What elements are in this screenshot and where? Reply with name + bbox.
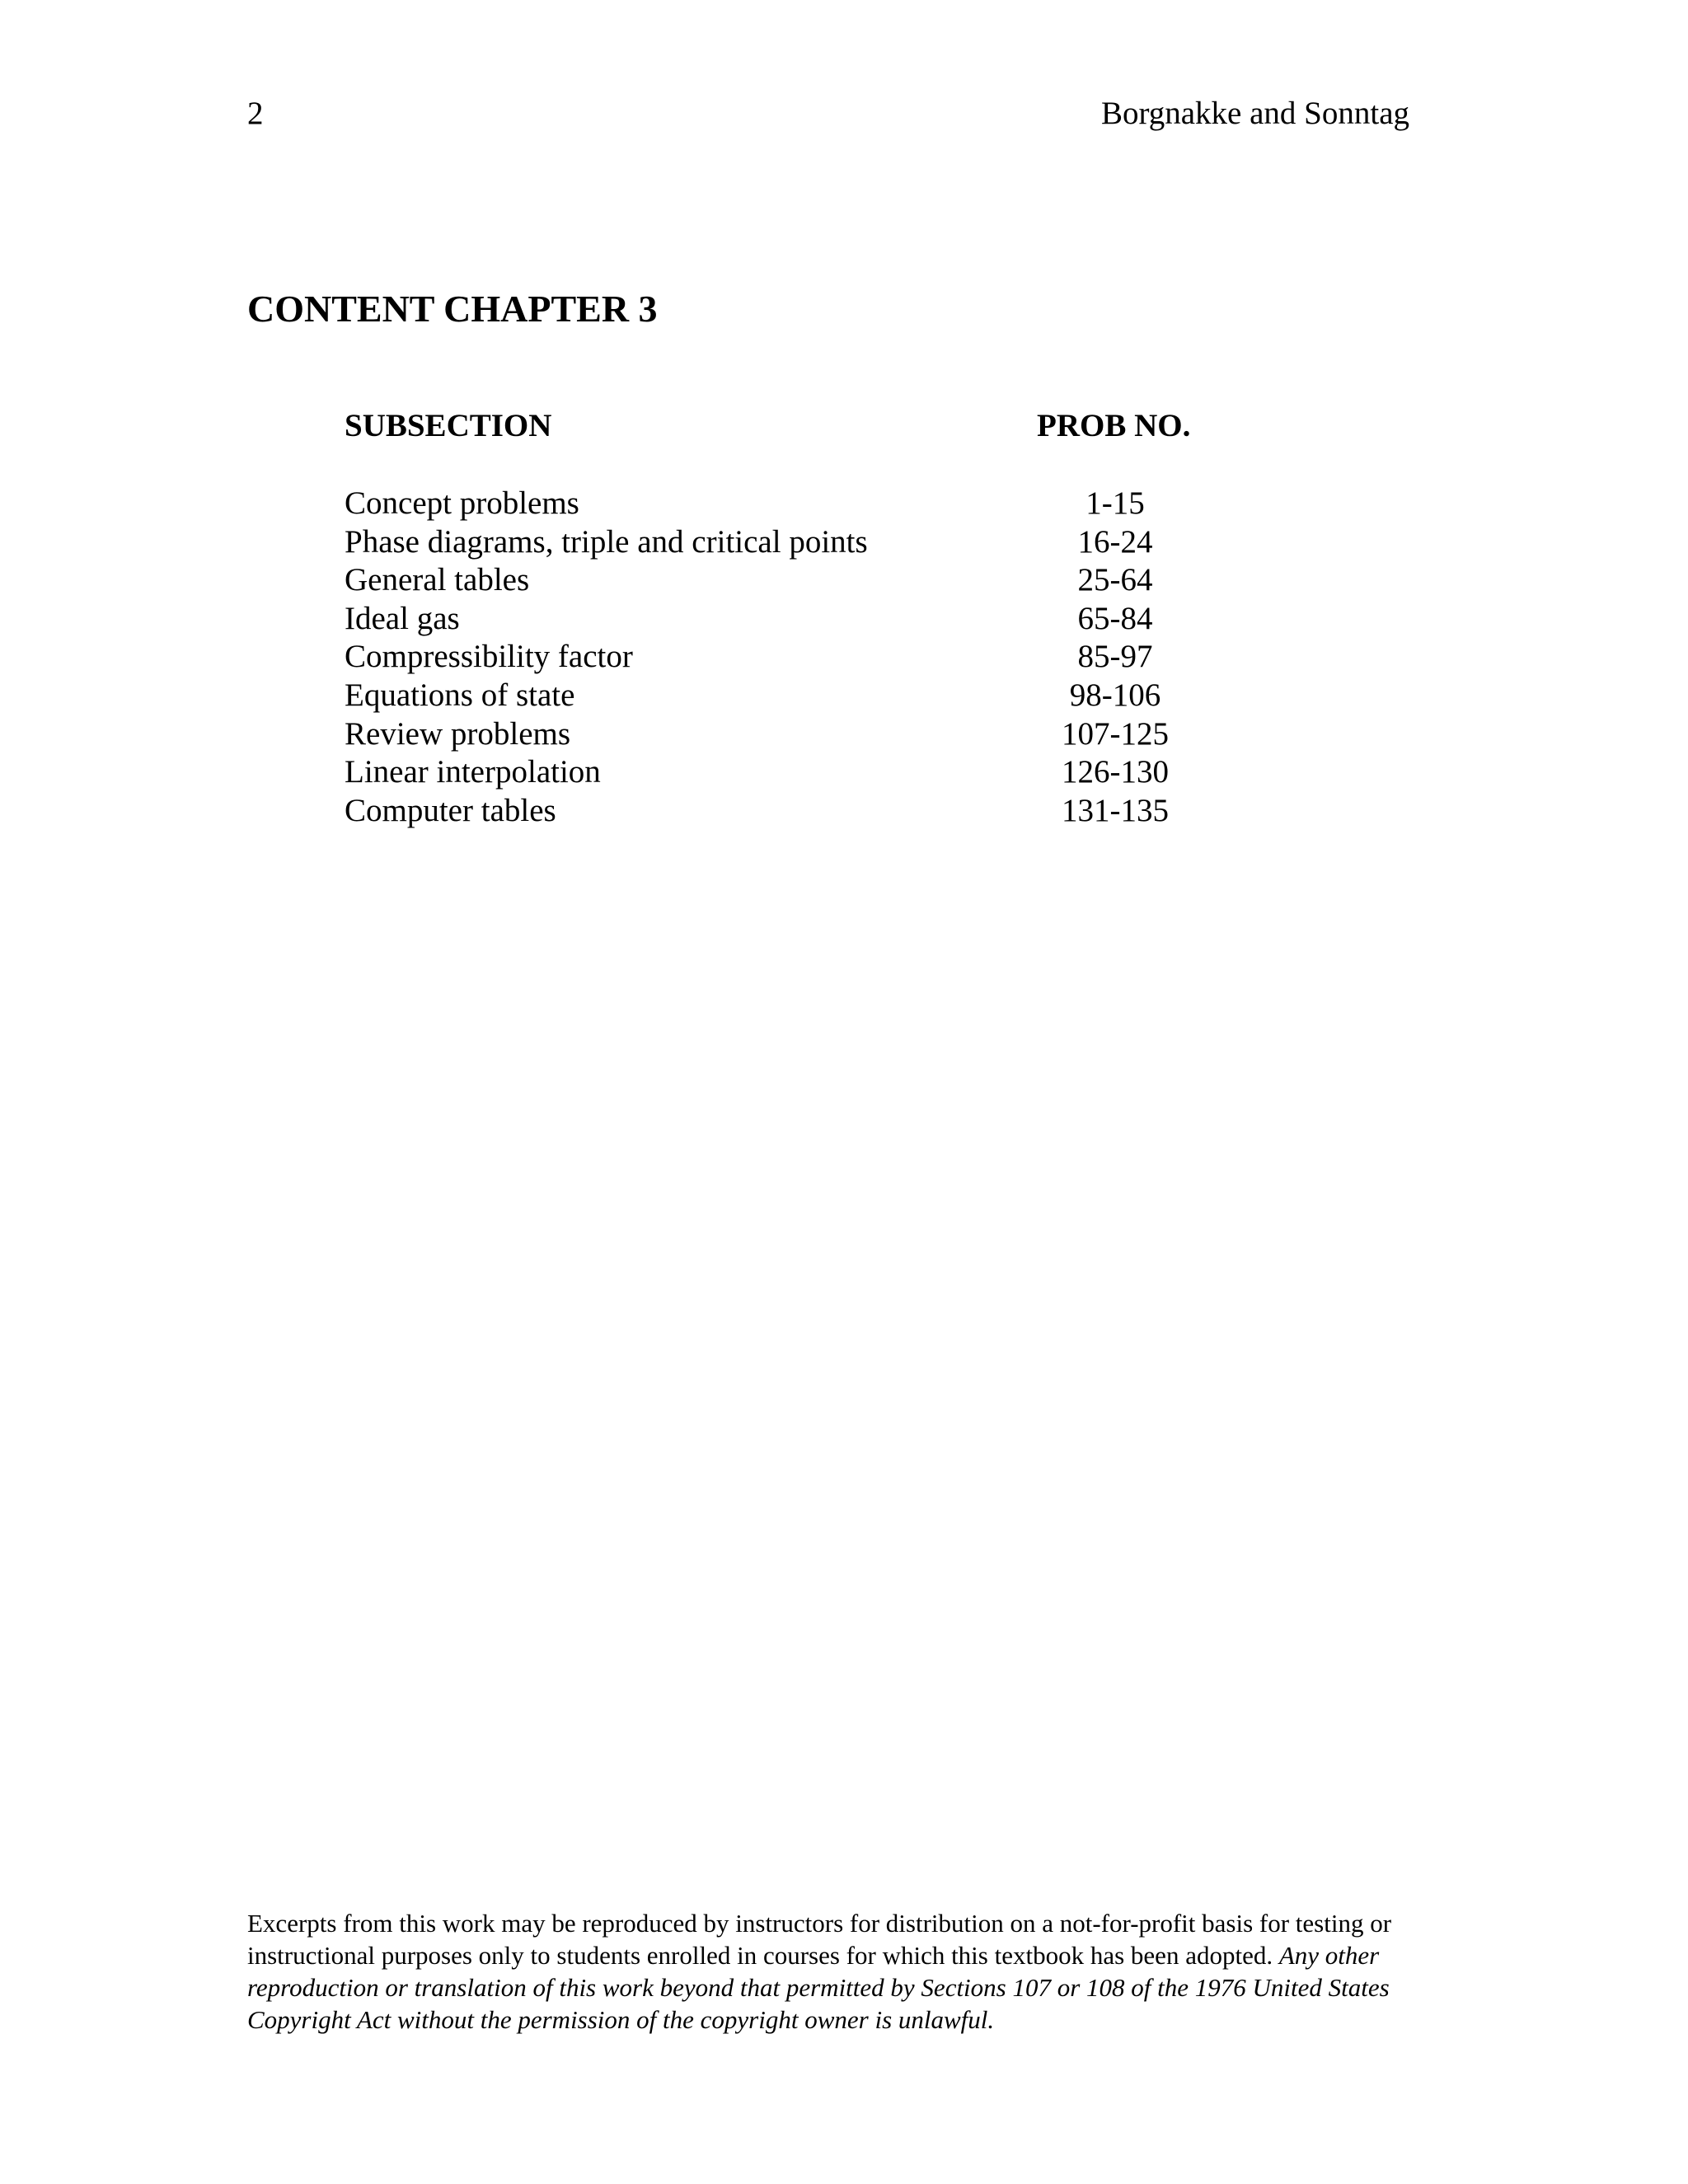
contents-table: [345, 485, 1169, 830]
problem-range: 85-97: [1077, 639, 1153, 675]
column-header-subsection: SUBSECTION: [345, 408, 552, 443]
table-row: [345, 561, 1169, 600]
problem-range: 98-106: [1069, 677, 1161, 713]
problem-range: 126-130: [1062, 754, 1169, 790]
subsection-label: Compressibility factor: [345, 639, 633, 675]
copyright-notice: [247, 1907, 1418, 2036]
copyright-notice-normal: Excerpts from this work may be reproduced by instructors for distribution on a not-for-profit basis for testing or instructional purposes only to students enrolled in courses for which this textbook has been adopted.: [247, 1909, 1392, 1970]
table-row: [345, 715, 1169, 754]
subsection-label: Concept problems: [345, 485, 579, 521]
subsection-label: General tables: [345, 562, 530, 598]
problem-range: 65-84: [1077, 600, 1153, 636]
page-number: 2: [247, 96, 264, 131]
table-row: [345, 753, 1169, 792]
problem-range: 107-125: [1062, 715, 1169, 752]
column-header-prob-no: PROB NO.: [1037, 408, 1191, 443]
table-row: [345, 638, 1169, 677]
chapter-title: CONTENT CHAPTER 3: [247, 288, 658, 330]
problem-range: 131-135: [1062, 792, 1169, 828]
subsection-label: Linear interpolation: [345, 754, 601, 790]
table-row: [345, 600, 1169, 639]
table-row: [345, 523, 1169, 562]
problem-range: 1-15: [1085, 485, 1145, 521]
subsection-label: Computer tables: [345, 792, 556, 828]
table-row: [345, 792, 1169, 831]
running-header-authors: Borgnakke and Sonntag: [1100, 96, 1409, 131]
subsection-label: Phase diagrams, triple and critical points: [345, 523, 868, 560]
table-row: [345, 677, 1169, 715]
table-row: [345, 485, 1169, 523]
subsection-label: Equations of state: [345, 677, 575, 713]
subsection-label: Ideal gas: [345, 600, 460, 636]
problem-range: 25-64: [1077, 562, 1153, 598]
subsection-label: Review problems: [345, 715, 571, 752]
copyright-notice-italic: Any other reproduction or translation of this work beyond that permitted by Sections 107 or 108 of the 1976 United States Copyright Act without the permission of the copyright owner is unlawful.: [247, 1941, 1390, 2034]
problem-range: 16-24: [1077, 523, 1153, 560]
